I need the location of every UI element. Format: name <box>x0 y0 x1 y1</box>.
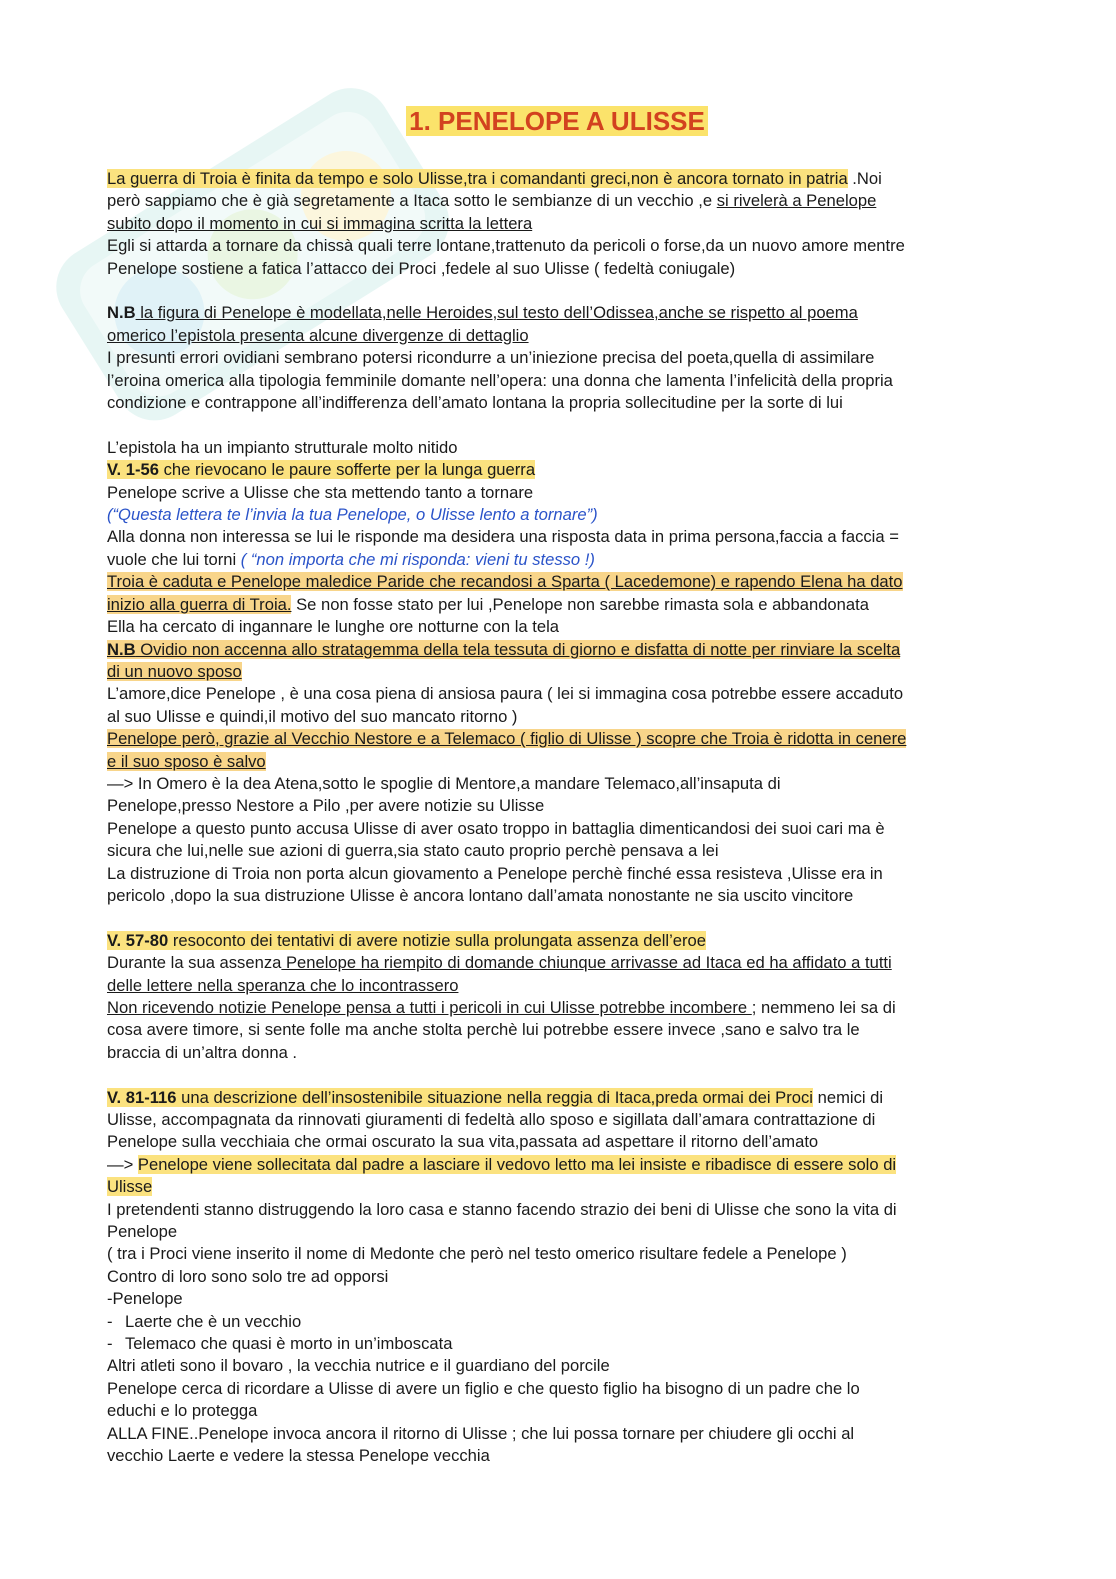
text-line: braccia di un’altra donna . <box>107 1042 298 1062</box>
section-heading: V. 1-56 che rievocano le paure sofferte per la lunga guerra <box>107 460 536 480</box>
text-line: al suo Ulisse e quindi,il motivo del suo mancato ritorno ) <box>107 706 518 726</box>
text-line: Ulisse <box>107 1177 153 1197</box>
text-line: L’amore,dice Penelope , è una cosa piena di ansiosa paura ( lei si immagina cosa potrebbe essere accaduto <box>107 684 904 704</box>
text-line: Penelope scrive a Ulisse che sta mettendo tanto a tornare <box>107 482 534 502</box>
text-line: Ella ha cercato di ingannare le lunghe ore notturne con la tela <box>107 617 560 637</box>
text-line: Altri atleti sono il bovaro , la vecchia nutrice e il guardiano del porcile <box>107 1356 610 1376</box>
text-line: Contro di loro sono solo tre ad opporsi <box>107 1266 389 1286</box>
text-line: Non ricevendo notizie Penelope pensa a tutti i pericoli in cui Ulisse potrebbe incombere ; nemmeno lei sa di <box>107 997 896 1017</box>
text-line: N.B la figura di Penelope è modellata,nelle Heroides,sul testo dell’Odissea,anche se rispetto al poema <box>107 303 858 323</box>
section-heading: V. 57-80 resoconto dei tentativi di avere notizie sulla prolungata assenza dell’eroe <box>107 930 707 950</box>
page-title: 1. PENELOPE A ULISSE <box>107 104 1007 138</box>
text-line: N.B Ovidio non accenna allo stratagemma della tela tessuta di giorno e disfatta di notte per rinviare la scelta <box>107 639 901 659</box>
text-line: Troia è caduta e Penelope maledice Paride che recandosi a Sparta ( Lacedemone) e rapendo Elena ha dato <box>107 572 903 592</box>
text-line: Durante la sua assenza Penelope ha riempito di domande chiunque arrivasse ad Itaca ed ha affidato a tutti <box>107 953 892 973</box>
text-line: ALLA FINE..Penelope invoca ancora il ritorno di Ulisse ; che lui possa tornare per chiudere gli occhi al <box>107 1423 855 1443</box>
text-line: e il suo sposo è salvo <box>107 751 266 771</box>
text-line: Penelope sulla vecchiaia che ormai oscurato la sua vita,passata ad aspettare il ritorno dell’amato <box>107 1132 819 1152</box>
section-heading: V. 81-116 una descrizione dell’insostenibile situazione nella reggia di Itaca,preda ormai dei Proci nemici di <box>107 1087 884 1107</box>
text-line: subito dopo il momento in cui si immagina scritta la lettera <box>107 213 533 233</box>
text-line: di un nuovo sposo <box>107 661 242 681</box>
document-page <box>107 104 1007 1468</box>
text-line: Egli si attarda a tornare da chissà quali terre lontane,trattenuto da pericoli o forse,da un nuovo amore mentre <box>107 236 905 256</box>
text-line: La guerra di Troia è finita da tempo e solo Ulisse,tra i comandanti greci,non è ancora tornato in patria .Noi <box>107 169 882 188</box>
text-line: inizio alla guerra di Troia. Se non fosse stato per lui ,Penelope non sarebbe rimasta sola e abbandonata <box>107 594 869 614</box>
text-line: Penelope <box>107 1222 178 1242</box>
text-line: La distruzione di Troia non porta alcun giovamento a Penelope perchè finché essa resisteva ,Ulisse era in <box>107 863 883 883</box>
quote-line: (“Questa lettera te l’invia la tua Penelope, o Ulisse lento a tornare”) <box>107 505 598 525</box>
text-line: I pretendenti stanno distruggendo la loro casa e stanno facendo strazio dei beni di Ulisse che sono la vita di <box>107 1199 897 1219</box>
text-line: pericolo ,dopo la sua distruzione Ulisse è ancora lontano dall’amata nonostante ne sia uscito vincitore <box>107 885 854 905</box>
text-line: ( tra i Proci viene inserito il nome di Medonte che però nel testo omerico risultare fedele a Penelope ) <box>107 1244 847 1264</box>
text-line: Penelope,presso Nestore a Pilo ,per avere notizie su Ulisse <box>107 796 545 816</box>
text-line: —> Penelope viene sollecitata dal padre a lasciare il vedovo letto ma lei insiste e ribadisce di essere solo di <box>107 1154 897 1174</box>
list-item: - Telemaco che quasi è morto in un’imboscata <box>107 1334 453 1354</box>
text-line: condizione e contrappone all’indifferenza dell’amato lontana la propria sollecitudine per la sorte di lui <box>107 393 843 413</box>
text-line: I presunti errori ovidiani sembrano potersi ricondurre a un’iniezione precisa del poeta,quella di assimilare <box>107 348 875 368</box>
text-line: l’eroina omerica alla tipologia femminile domante nell’opera: una donna che lamenta l’infelicità della propria <box>107 370 893 390</box>
text-line: sicura che lui,nelle sue azioni di guerra,sia stato cauto proprio perchè pensava a lei <box>107 841 719 861</box>
list-item: -Penelope <box>107 1289 183 1309</box>
text-line: vecchio Laerte e vedere la stessa Penelope vecchia <box>107 1446 490 1466</box>
text-line: cosa avere timore, si sente folle ma anche stolta perchè lui potrebbe essere invece ,sano e salvo tra le <box>107 1020 860 1040</box>
text-line: Alla donna non interessa se lui le risponde ma desidera una risposta data in prima persona,faccia a faccia = <box>107 527 899 547</box>
text-line: Penelope però, grazie al Vecchio Nestore e a Telemaco ( figlio di Ulisse ) scopre che Troia è ridotta in cenere <box>107 729 907 749</box>
text-line: L’epistola ha un impianto strutturale molto nitido <box>107 437 458 457</box>
text-line: Ulisse, accompagnata da rinnovati giuramenti di fedeltà allo sposo e sigillata dall’amara contrattazione di <box>107 1110 876 1129</box>
text-line: però sappiamo che è già segretamente a Itaca sotto le sembianze di un vecchio ,e si rivelerà a Penelope <box>107 191 877 211</box>
text-line: vuole che lui torni ( “non importa che mi risponda: vieni tu stesso !) <box>107 549 595 569</box>
text-line: Penelope cerca di ricordare a Ulisse di avere un figlio e che questo figlio ha bisogno di un padre che lo <box>107 1378 860 1398</box>
text-line: omerico l’epistola presenta alcune divergenze di dettaglio <box>107 325 529 345</box>
text-line: —> In Omero è la dea Atena,sotto le spoglie di Mentore,a mandare Telemaco,all’insaputa di <box>107 773 781 793</box>
text-line: educhi e lo protegga <box>107 1401 258 1421</box>
list-item: - Laerte che è un vecchio <box>107 1311 302 1331</box>
text-line: Penelope a questo punto accusa Ulisse di aver osato troppo in battaglia dimenticandosi dei suoi cari ma è <box>107 818 885 838</box>
text-line: Penelope sostiene a fatica l’attacco dei Proci ,fedele al suo Ulisse ( fedeltà coniugale) <box>107 258 736 278</box>
text-line: delle lettere nella speranza che lo incontrassero <box>107 975 459 995</box>
